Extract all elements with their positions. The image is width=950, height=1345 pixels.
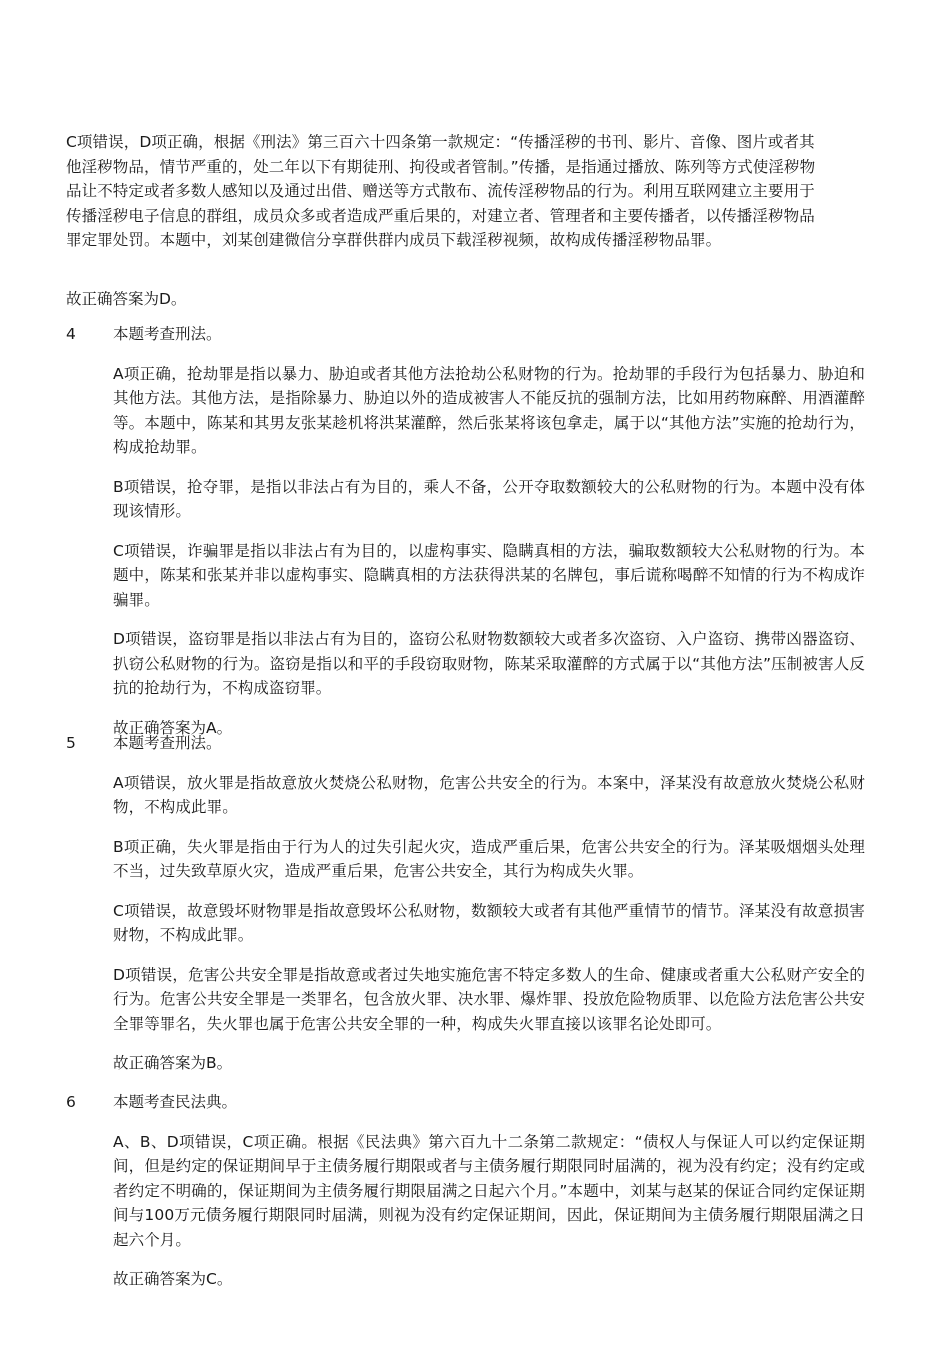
question-answer: 故正确答案为B。 (113, 1054, 233, 1072)
intro-answer: 故正确答案为D。 (66, 290, 187, 308)
question-answer: 故正确答案为C。 (113, 1270, 233, 1288)
question-header (66, 1090, 876, 1115)
question-number: 5 (66, 734, 76, 752)
question-block (66, 1090, 876, 1292)
option-explanation: D项错误，盗窃罪是指以非法占有为目的，盗窃公私财物数额较大或者多次盗窃、入户盗窃、携带凶器盗窃、扒窃公私财物的行为。盗窃是指以和平的手段窃取财物，陈某采取灌醉的方式属于以“其他方法”压制被害人反抗的抢劫行为，不构成盗窃罪。 (113, 630, 865, 697)
question-title: 本题考查刑法。 (113, 734, 222, 752)
option-explanation: B项正确，失火罪是指由于行为人的过失引起火灾，造成严重后果，危害公共安全的行为。泽某吸烟烟头处理不当，过失致草原火灾，造成严重后果，危害公共安全，其行为构成失火罪。 (113, 837, 865, 880)
question-title: 本题考查刑法。 (113, 325, 222, 343)
question-number: 4 (66, 325, 76, 343)
option-explanation: B项错误，抢夺罪，是指以非法占有为目的，乘人不备，公开夺取数额较大的公私财物的行为。本题中没有体现该情形。 (113, 477, 865, 520)
question-title: 本题考查民法典。 (113, 1093, 238, 1111)
option-explanation: C项错误，故意毁坏财物罪是指故意毁坏公私财物，数额较大或者有其他严重情节的情节。泽某没有故意损害财物，不构成此罪。 (113, 901, 865, 944)
question-block (66, 731, 876, 1076)
question-header (66, 731, 876, 756)
option-explanation: D项错误，危害公共安全罪是指故意或者过失地实施危害不特定多数人的生命、健康或者重大公私财产安全的行为。危害公共安全罪是一类罪名，包含放火罪、决水罪、爆炸罪、投放危险物质罪、以危险方法危害公共安全罪等罪名，失火罪也属于危害公共安全罪的一种，构成失火罪直接以该罪名论处即可。 (113, 965, 865, 1033)
question-header (66, 322, 876, 347)
question-answer: 故正确答案为A。 (113, 718, 233, 737)
option-explanation: A项正确，抢劫罪是指以暴力、胁迫或者其他方法抢劫公私财物的行为。抢劫罪的手段行为包括暴力、胁迫和其他方法。其他方法，是指除暴力、胁迫以外的造成被害人不能反抗的强制方法，比如用药物麻醉、用酒灌醉等。本题中，陈某和其男友张某趁机将洪某灌醉，然后张某将该包拿走，属于以“其他方法”实施的抢劫行为，构成抢劫罪。 (113, 364, 865, 456)
option-explanation: A项错误，放火罪是指故意放火焚烧公私财物，危害公共安全的行为。本案中，泽某没有故意放火焚烧公私财物，不构成此罪。 (113, 773, 865, 816)
question-block (66, 322, 876, 740)
option-explanation: A、B、D项错误，C项正确。根据《民法典》第六百九十二条第二款规定：“债权人与保证人可以约定保证期间，但是约定的保证期间早于主债务履行期限或者与主债务履行期限同时届满的，视为没有约定；没有约定或者约定不明确的，保证期间为主债务履行期限届满之日起六个月。”本题中，刘某与赵某的保证合同约定保证期间与100万元债务履行期限同时届满，则视为没有约定保证期间，因此，保证期间为主债务履行期限届满之日起六个月。 (113, 1132, 865, 1249)
question-number: 6 (66, 1093, 76, 1111)
option-explanation: C项错误，诈骗罪是指以非法占有为目的，以虚构事实、隐瞒真相的方法，骗取数额较大公私财物的行为。本题中，陈某和张某并非以虚构事实、隐瞒真相的方法获得洪某的名牌包，事后谎称喝醉不知情的行为不构成诈骗罪。 (113, 541, 865, 609)
intro-paragraph: C项错误，D项正确，根据《刑法》第三百六十四条第一款规定：“传播淫秽的书刊、影片、音像、图片或者其他淫秽物品，情节严重的，处二年以下有期徒刑、拘役或者管制。”传播，是指通过播放、陈列等方式使淫秽物品让不特定或者多数人感知以及通过出借、赠送等方式散布、流传淫秽物品的行为。利用互联网建立主要用于传播淫秽电子信息的群组，成员众多或者造成严重后果的，对建立者、管理者和主要传播者，以传播淫秽物品罪定罪处罚。本题中，刘某创建微信分享群供群内成员下载淫秽视频，故构成传播淫秽物品罪。 (66, 133, 816, 249)
